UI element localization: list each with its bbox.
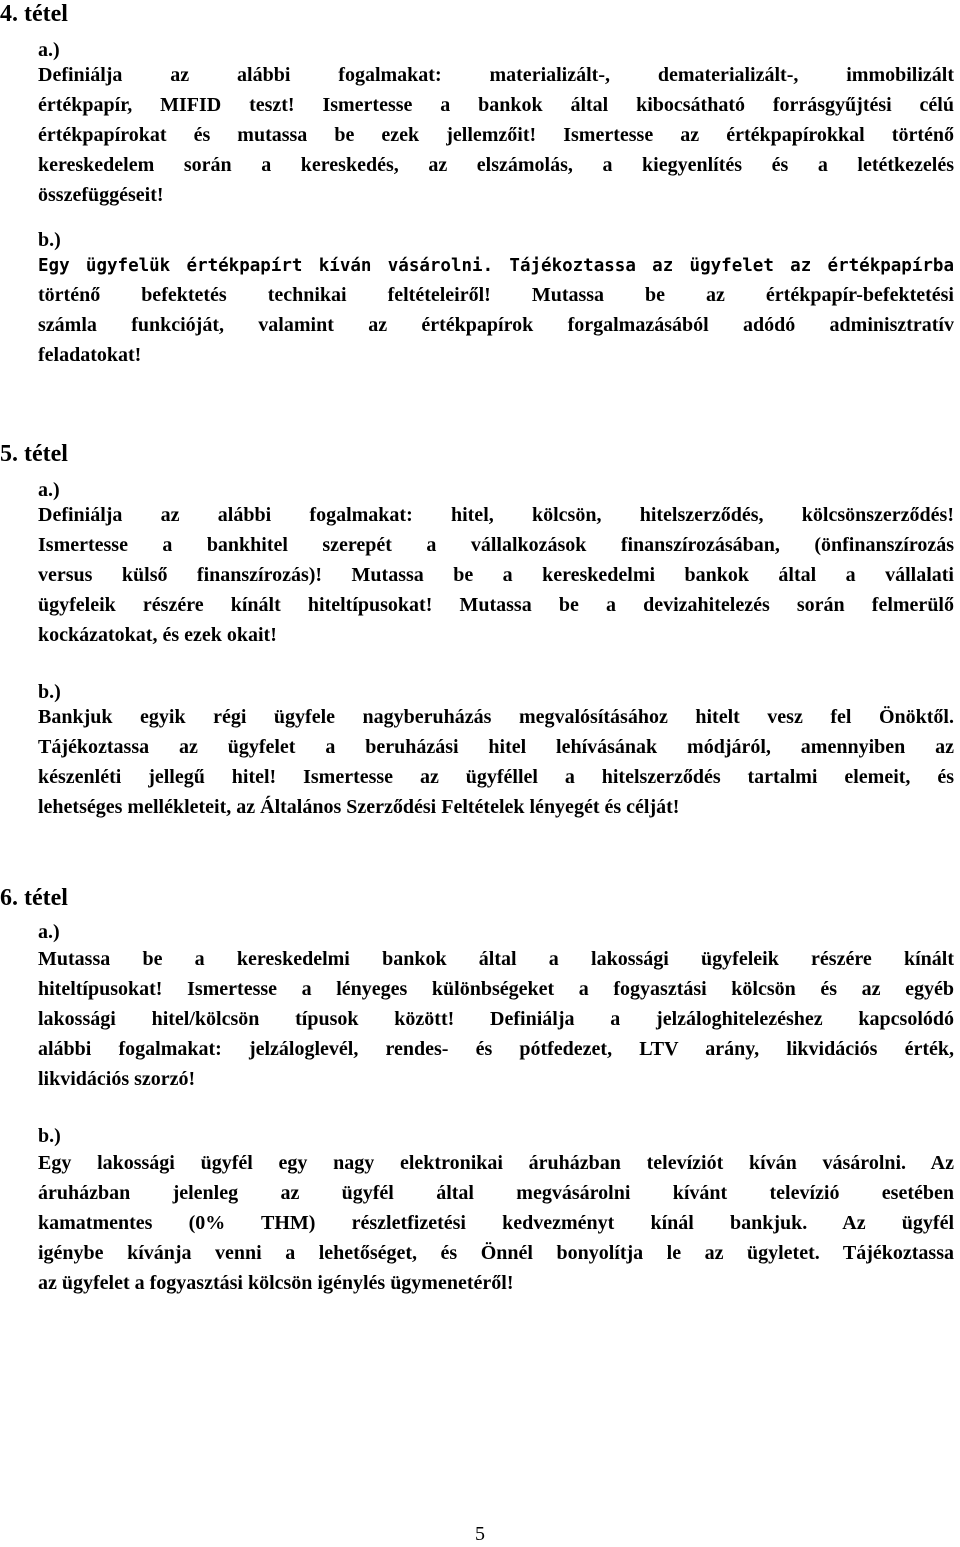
text-line: Mutassa be a kereskedelmi bankok által a lakossági ügyfeleik részére kínált — [38, 948, 954, 970]
subsection-label: a.) — [38, 479, 60, 501]
text-line: Ismertesse a bankhitel szerepét a vállalkozások finanszírozásában, (önfinanszírozás — [38, 534, 954, 556]
text-line: összefüggéseit! — [38, 184, 164, 206]
paragraph-6b — [38, 1148, 954, 1298]
paragraph-4a — [38, 60, 954, 210]
text-line: Egy lakossági ügyfél egy nagy elektronikai áruházban televíziót kíván vásárolni. Az — [38, 1152, 954, 1174]
subsection-label: b.) — [38, 1125, 61, 1147]
text-line: az ügyfelet a fogyasztási kölcsön igénylés ügymenetéről! — [38, 1272, 514, 1294]
text-line: Bankjuk egyik régi ügyfele nagyberuházás megvalósításához hitelt vesz fel Önöktől. — [38, 706, 954, 728]
text-line: kamatmentes (0% THM) részletfizetési kedvezményt kínál bankjuk. Az ügyfél — [38, 1212, 954, 1234]
text-line: feladatokat! — [38, 344, 142, 366]
text-line: értékpapírokat és mutassa be ezek jellemzőit! Ismertesse az értékpapírokkal történő — [38, 124, 954, 146]
text-line: Tájékoztassa az ügyfelet a beruházási hitel lehívásának módjáról, amennyiben az — [38, 736, 954, 758]
text-line: hiteltípusokat! Ismertesse a lényeges különbségeket a fogyasztási kölcsön és az egyéb — [38, 978, 954, 1000]
text-line: alábbi fogalmakat: jelzáloglevél, rendes- és pótfedezet, LTV arány, likvidációs érték, — [38, 1038, 954, 1060]
subsection-label: b.) — [38, 681, 61, 703]
paragraph-5a — [38, 500, 954, 650]
text-line: történő befektetés technikai feltételeiről! Mutassa be az értékpapír-befektetési — [38, 284, 954, 306]
paragraph-6a — [38, 944, 954, 1094]
text-run: Egy ügyfelük értékpapírt kíván vásárolni. Tájékoztassa az ügyfelet az értékpapírba — [38, 256, 954, 276]
text-line: számla funkcióját, valamint az értékpapírok forgalmazásából adódó adminisztratív — [38, 314, 954, 336]
text-line: Definiálja az alábbi fogalmakat: materializált-, dematerializált-, immobilizált — [38, 64, 954, 86]
text-line: készenléti jellegű hitel! Ismertesse az ügyféllel a hitelszerződés tartalmi elemeit, és — [38, 766, 954, 788]
subsection-label: a.) — [38, 39, 60, 61]
paragraph-5b — [38, 702, 954, 822]
text-line: lakossági hitel/kölcsön típusok között! Definiálja a jelzáloghitelezéshez kapcsolódó — [38, 1008, 954, 1030]
text-line: áruházban jelenleg az ügyfél által megvásárolni kívánt televízió esetében — [38, 1182, 954, 1204]
text-line — [38, 250, 954, 280]
text-line: lehetséges mellékleteit, az Általános Szerződési Feltételek lényegét és célját! — [38, 796, 680, 818]
section-title: 5. tétel — [0, 441, 68, 467]
text-line: ügyfeleik részére kínált hiteltípusokat! Mutassa be a devizahitelezés során felmerülő — [38, 594, 954, 616]
section-title: 4. tétel — [0, 1, 68, 27]
subsection-label: a.) — [38, 921, 60, 943]
subsection-label: b.) — [38, 229, 61, 251]
paragraph-4b — [38, 250, 954, 370]
text-line: kockázatokat, és ezek okait! — [38, 624, 277, 646]
text-line: versus külső finanszírozás)! Mutassa be a kereskedelmi bankok által a vállalati — [38, 564, 954, 586]
text-line: igénybe kívánja venni a lehetőséget, és Önnél bonyolítja le az ügyletet. Tájékoztassa — [38, 1242, 954, 1264]
text-line: Definiálja az alábbi fogalmakat: hitel, kölcsön, hitelszerződés, kölcsönszerződés! — [38, 504, 954, 526]
text-line: likvidációs szorzó! — [38, 1068, 196, 1090]
text-line: kereskedelem során a kereskedés, az elszámolás, a kiegyenlítés és a letétkezelés — [38, 154, 954, 176]
page-number: 5 — [475, 1523, 485, 1545]
section-title: 6. tétel — [0, 885, 68, 911]
text-line: értékpapír, MIFID teszt! Ismertesse a bankok által kibocsátható forrásgyűjtési célú — [38, 94, 954, 116]
